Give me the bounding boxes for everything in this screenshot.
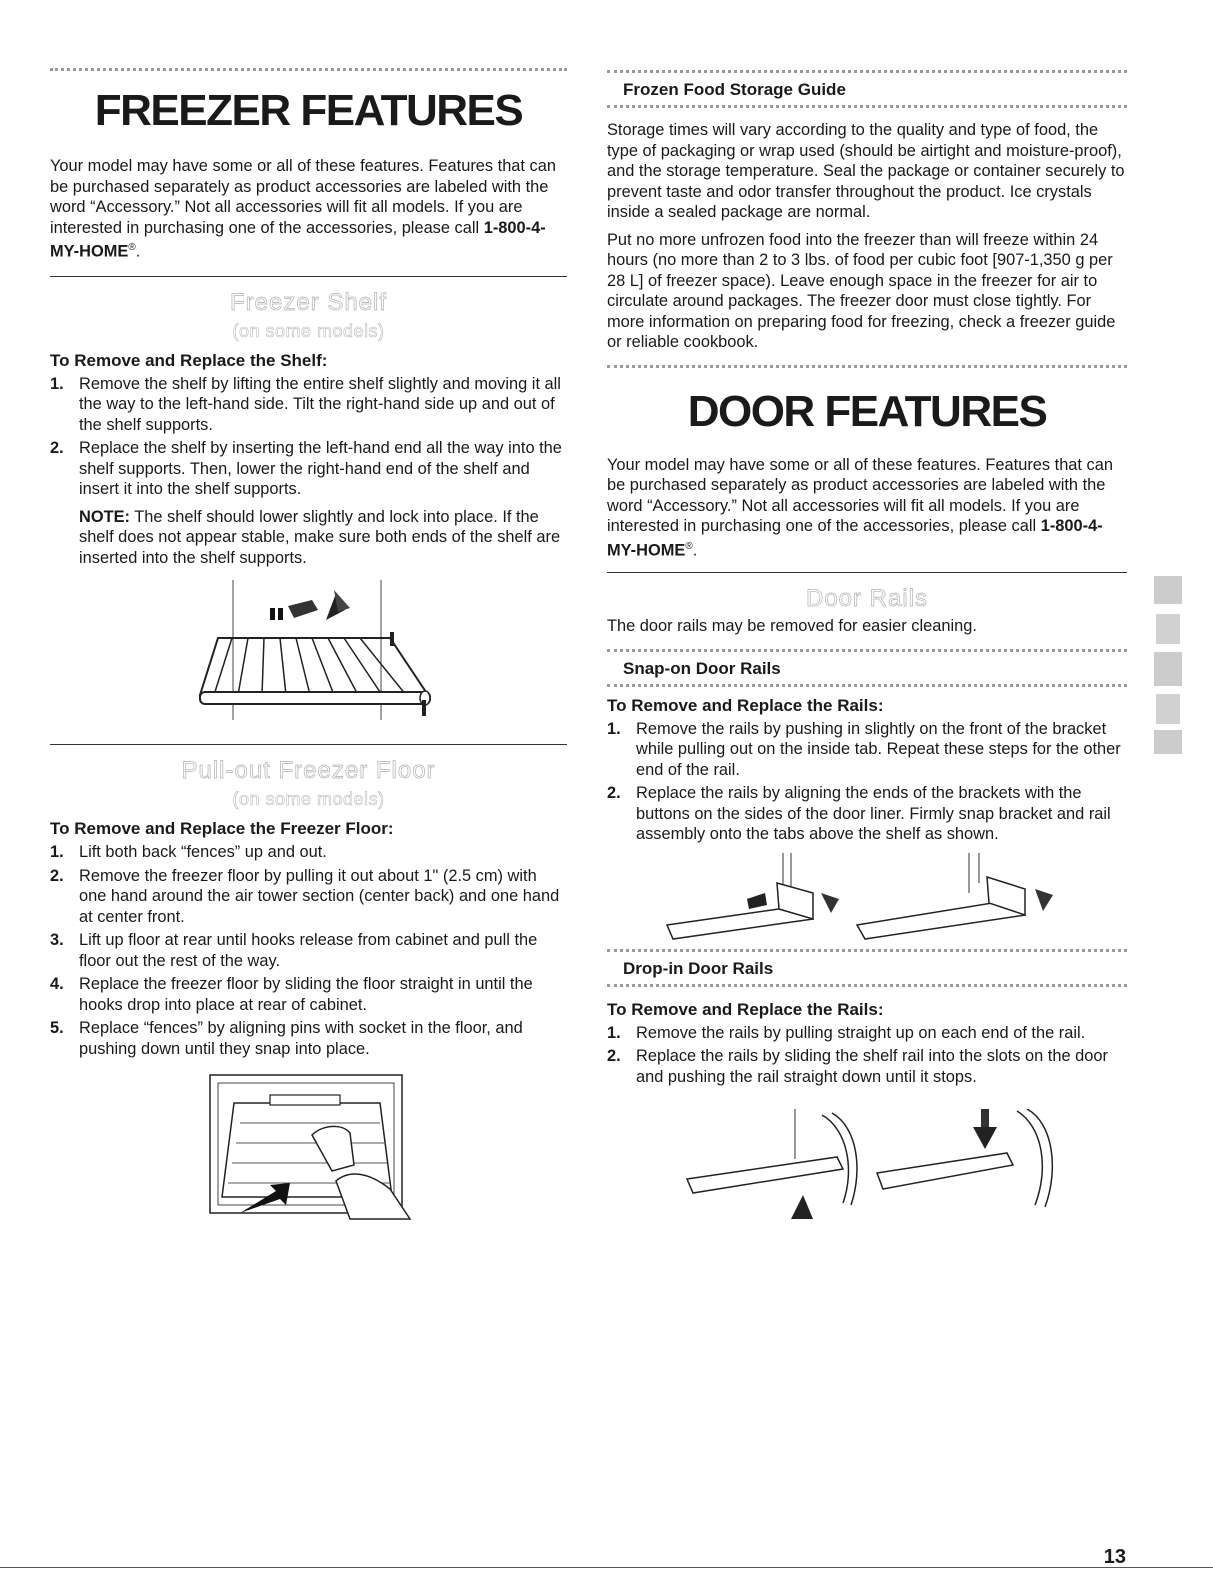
list-item [607, 1046, 1127, 1087]
edge-index-tab [1150, 570, 1186, 760]
dotted-rule [607, 105, 1127, 108]
step-number: 5. [50, 1019, 64, 1038]
section-rule [607, 572, 1127, 573]
door-rails-heading: Door Rails [805, 585, 929, 613]
list-item [607, 783, 1127, 845]
step-text: Replace the rails by aligning the ends of the brackets with the buttons on the sides of the door liner. Firmly snap bracket and rail assembly onto the tabs above the shelf as shown. [636, 784, 1111, 844]
list-item [50, 866, 567, 928]
list-item [50, 374, 567, 436]
list-item [607, 1023, 1127, 1044]
snap-on-heading: Snap-on Door Rails [623, 658, 781, 678]
note-text: The shelf should lower slightly and lock into place. If the shelf does not appear stable, make sure both ends of the shelf are inserted into the shelf supports. [79, 507, 561, 567]
section-rule [50, 744, 567, 745]
shelf-illustration [50, 580, 567, 730]
step-text: Replace the shelf by inserting the left-hand end all the way into the shelf supports. Then, lower the right-hand end of the shelf and insert it into the shelf supports. [79, 439, 562, 499]
freezer-shelf-subheading: (on some models) [232, 320, 385, 341]
freezer-shelf-heading: Freezer Shelf [229, 288, 388, 316]
list-item [607, 719, 1127, 781]
step-number: 2. [607, 784, 621, 803]
step-number: 1. [50, 374, 64, 393]
bottom-rule [0, 1567, 1213, 1568]
dotted-rule [607, 70, 1127, 73]
step-text: Replace the freezer floor by sliding the floor straight in until the hooks drop into place at rear of cabinet. [79, 975, 533, 1014]
list-item [50, 974, 567, 1015]
dropin-rail-diagram [607, 1109, 1127, 1219]
step-text: Remove the rails by pushing in slightly on the front of the bracket while pulling out on the inside tab. Repeat these steps for the other end of the rail. [636, 719, 1121, 779]
list-item [50, 930, 567, 971]
door-reg-mark: ® [685, 540, 693, 552]
freezer-features-column [50, 0, 567, 1223]
top-dotted-rule [50, 68, 567, 71]
snap-rail-illustration [607, 853, 1127, 943]
dotted-rule [607, 984, 1127, 987]
dropin-rail-illustration [607, 1109, 1127, 1219]
dotted-rule [607, 649, 1127, 652]
storage-guide-heading: Frozen Food Storage Guide [623, 80, 846, 99]
page-number: 13 [1103, 1546, 1126, 1568]
edge-tab-graphic [1150, 570, 1186, 760]
dotted-rule [607, 949, 1127, 952]
section-rule [50, 276, 567, 277]
shelf-note [50, 507, 567, 569]
floor-steps [50, 842, 567, 1059]
step-number: 1. [607, 1023, 621, 1042]
step-text: Lift up floor at rear until hooks release from cabinet and pull the floor out the rest of the way. [79, 931, 538, 970]
storage-paragraph-1: Storage times will vary according to the quality and type of food, the type of packaging or wrap used (should be airtight and moisture-proof), and the storage temperature. Seal the package or container securely to prevent taste and odor transfer throughout the product. Ice crystals inside a sealed package are normal. [607, 121, 1125, 221]
snap-instructions-heading: To Remove and Replace the Rails: [607, 695, 884, 715]
freezer-floor-diagram [50, 1073, 567, 1223]
storage-paragraph-2: Put no more unfrozen food into the freezer than will freeze within 24 hours (no more than 2 to 3 lbs. of food per cubic foot [907-1,350 g per 28 L] of freezer space). Leave enough space in the freezer for air to circulate around packages. The freezer door must close tightly. For more information on preparing food for freezing, check a freezer guide or reliable cookbook. [607, 230, 1116, 351]
step-text: Remove the freezer floor by pulling it out about 1" (2.5 cm) with one hand around the air tower section (center back) and one hand at center front. [79, 866, 560, 926]
page-title: FREEZER FEATURES [94, 86, 523, 135]
freezer-intro-period: . [135, 242, 141, 261]
step-number: 2. [607, 1047, 621, 1066]
door-intro-period: . [692, 540, 698, 559]
pullout-floor-subheading: (on some models) [232, 789, 385, 810]
step-number: 1. [50, 843, 64, 862]
list-item [50, 438, 567, 500]
door-intro [607, 455, 1127, 561]
floor-instructions-heading: To Remove and Replace the Freezer Floor: [50, 819, 394, 839]
shelf-steps [50, 374, 567, 500]
door-intro-text: Your model may have some or all of these features. Features that can be purchased separately as product accessories are labeled with the word “Accessory.” Not all accessories will fit all models. If you are interested in purchasing one of the accessories, please call [607, 455, 1113, 535]
freezer-phone: 1-800-4-MY-HOME [50, 218, 546, 261]
freezer-intro [50, 156, 567, 262]
dropin-instructions-heading: To Remove and Replace the Rails: [607, 999, 884, 1019]
step-text: Replace the rails by sliding the shelf rail into the slots on the door and pushing the rail straight down until it stops. [636, 1047, 1108, 1086]
door-features-title: DOOR FEATURES [687, 386, 1047, 436]
door-rails-text: The door rails may be removed for easier cleaning. [607, 617, 977, 636]
dropin-steps [607, 1023, 1127, 1088]
snap-rail-diagram [607, 853, 1127, 943]
freezer-intro-text: Your model may have some or all of these features. Features that can be purchased separately as product accessories are labeled with the word “Accessory.” Not all accessories will fit all models. If you are interested in purchasing one of the accessories, please call [50, 157, 556, 237]
floor-illustration [50, 1073, 567, 1223]
step-number: 4. [50, 975, 64, 994]
step-text: Lift both back “fences” up and out. [79, 843, 327, 862]
step-number: 2. [50, 866, 64, 885]
step-number: 2. [50, 439, 64, 458]
snap-steps [607, 719, 1127, 845]
note-label: NOTE: [79, 507, 130, 526]
step-text: Remove the shelf by lifting the entire shelf slightly and moving it all the way to the left-hand side. Tilt the right-hand side up and out of the shelf supports. [79, 374, 561, 434]
list-item [50, 842, 567, 863]
shelf-instructions-heading: To Remove and Replace the Shelf: [50, 350, 328, 370]
dotted-rule [607, 684, 1127, 687]
shelf-diagram [50, 580, 567, 730]
pullout-floor-heading: Pull-out Freezer Floor [181, 757, 436, 785]
step-text: Remove the rails by pulling straight up on each end of the rail. [636, 1023, 1086, 1042]
door-phone: 1-800-4-MY-HOME [607, 517, 1103, 559]
drop-in-heading: Drop-in Door Rails [623, 958, 774, 978]
step-number: 3. [50, 931, 64, 950]
list-item [50, 1018, 567, 1059]
step-number: 1. [607, 719, 621, 738]
dotted-rule [607, 365, 1127, 368]
storage-and-door-column [607, 0, 1127, 1219]
freezer-reg-mark: ® [128, 242, 136, 253]
step-text: Replace “fences” by aligning pins with socket in the floor, and pushing down until they snap into place. [79, 1019, 523, 1058]
